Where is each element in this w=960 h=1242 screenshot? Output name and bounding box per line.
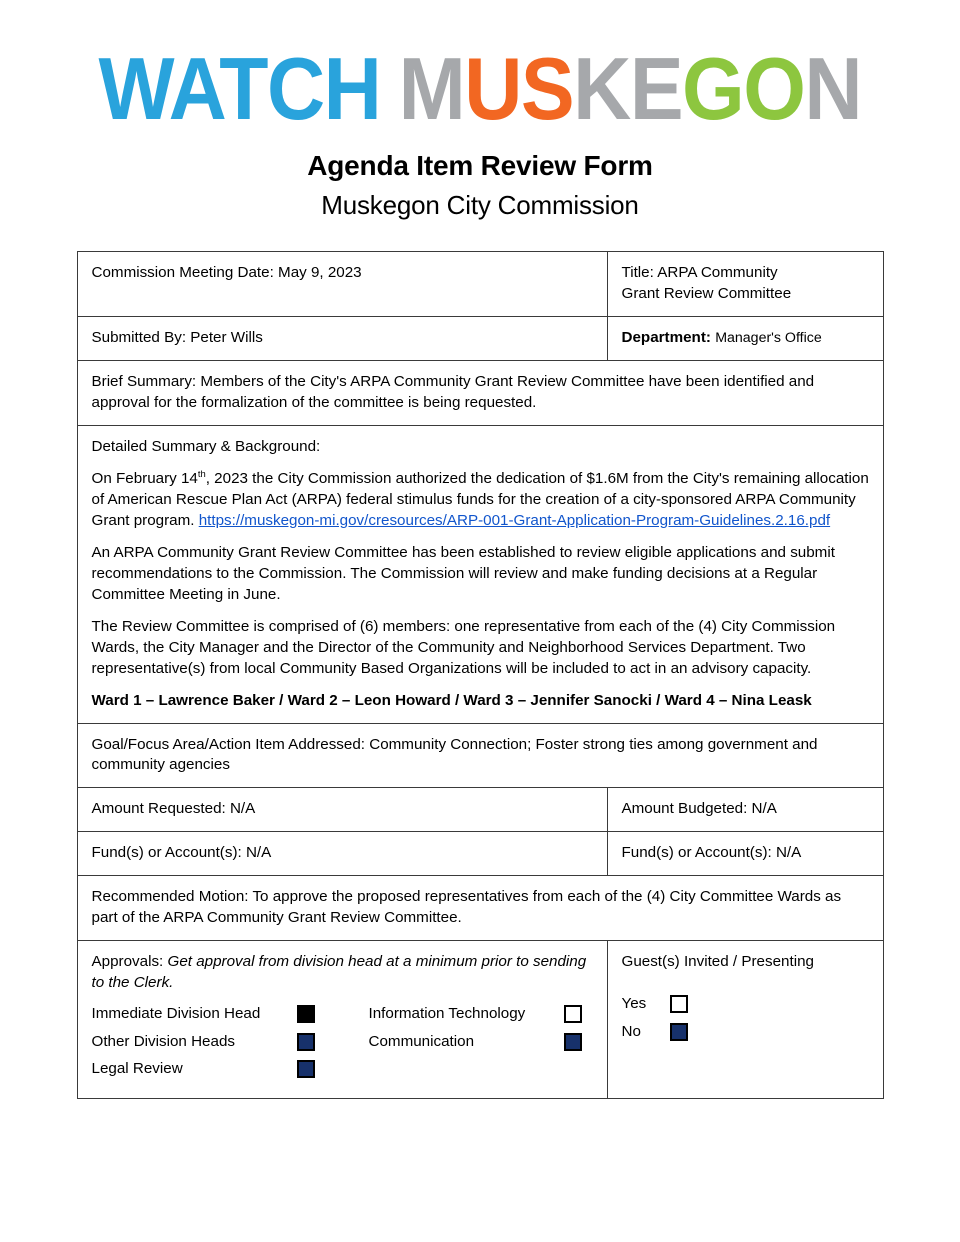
cell-goal-focus [77, 723, 883, 788]
approvals-instruction-line [92, 952, 594, 994]
logo-segment-us: US [464, 38, 574, 139]
page-title: Agenda Item Review Form [307, 150, 653, 181]
checkbox-communication[interactable] [564, 1033, 582, 1051]
recommended-motion-text: Recommended Motion: To approve the proposed representatives from each of the (4) City Committee Wards as part of the ARPA Community Grant Review Committee. [91, 888, 842, 927]
table-row-meeting-title [77, 252, 883, 317]
cell-recommended-motion [77, 876, 883, 941]
item-title-line1: Title: ARPA Community [621, 264, 778, 281]
approvals-instruction: Get approval from division head at a minimum prior to sending to the Clerk. [91, 953, 587, 992]
cell-approvals [77, 941, 607, 1099]
program-guidelines-link[interactable]: https://muskegon-mi.gov/cresources/ARP-001-Grant-Application-Program-Guidelines.2.16.pdf [198, 511, 831, 529]
table-row-detailed-summary [77, 425, 883, 723]
logo-segment-n: N [804, 38, 862, 139]
guest-label-no: No [621, 1022, 641, 1040]
approval-label-information-technology: Information Technology [368, 1005, 526, 1023]
submitted-by-text: Submitted By: Peter Wills [91, 328, 263, 346]
amount-requested-text: Amount Requested: N/A [91, 800, 256, 818]
cell-item-title [607, 252, 883, 317]
watch-muskegon-logo [0, 0, 960, 139]
table-row-recommended-motion [77, 876, 883, 941]
department-value: Manager's Office [715, 329, 822, 346]
checkbox-information-technology[interactable] [564, 1005, 582, 1023]
checkbox-other-division-heads[interactable] [297, 1033, 315, 1051]
meeting-date-text: Commission Meeting Date: May 9, 2023 [91, 264, 362, 281]
guests-heading: Guest(s) Invited / Presenting [621, 953, 814, 971]
detailed-summary-paragraph-2: An ARPA Community Grant Review Committee has been established to review eligible applications and submit recommendations to the Commission. The Commission will review and make funding decisions at a Regular Committee Meeting in June. [91, 543, 835, 603]
guest-checkbox-no-cell [670, 1023, 688, 1050]
detailed-p1-text-before: On February 14 [91, 469, 198, 487]
agenda-item-review-table [77, 251, 884, 1099]
guest-label-yes: Yes [621, 995, 647, 1013]
table-row-goal-focus [77, 723, 883, 788]
approvals-label: Approvals: [91, 953, 164, 971]
brief-summary-text: Brief Summary: Members of the City's ARPA Community Grant Review Committee have been identified and approval for the formalization of the committee is being requested. [91, 372, 815, 411]
table-row-amounts [77, 788, 883, 832]
cell-detailed-summary [77, 425, 883, 723]
cell-guests [607, 941, 883, 1099]
cell-meeting-date [77, 252, 607, 317]
detailed-summary-heading: Detailed Summary & Background: [91, 437, 321, 455]
logo-segment-go: GO [682, 38, 805, 139]
department-label: Department: [621, 328, 711, 346]
approval-label-communication: Communication [368, 1032, 475, 1050]
guest-checkbox-yes-cell [670, 995, 688, 1022]
department-line [622, 328, 870, 349]
approval-checkbox-legal-review-cell [297, 1060, 369, 1087]
goal-focus-text: Goal/Focus Area/Action Item Addressed: Community Connection; Foster strong ties among government and community agencies [91, 735, 818, 774]
approval-row-2 [92, 1033, 594, 1060]
approvals-checkbox-grid [92, 1005, 594, 1087]
approval-checkbox-other-division-heads-cell [297, 1033, 369, 1060]
checkbox-immediate-division-head[interactable] [297, 1005, 315, 1023]
approval-label-empty [369, 1060, 564, 1087]
cell-funds-right [607, 832, 883, 876]
detailed-summary-paragraph-1 [92, 469, 870, 532]
table-row-brief-summary [77, 360, 883, 425]
logo-segment-m: M [398, 38, 465, 139]
table-row-funds [77, 832, 883, 876]
item-title-line2: Grant Review Committee [621, 284, 792, 302]
approval-row-1 [92, 1005, 594, 1032]
cell-amount-requested [77, 788, 607, 832]
approval-checkbox-information-technology-cell [564, 1005, 594, 1032]
detailed-p1-text-after: , 2023 the City Commission authorized the dedication of $1.6M from the City's remaining allocation of American Rescue Plan Act (ARPA) federal stimulus funds for the creation of a city-sponsored ARPA Community Grant program. [91, 469, 869, 529]
approval-label-other-division-heads: Other Division Heads [91, 1032, 235, 1050]
approval-checkbox-empty-cell [564, 1060, 594, 1087]
page-subtitle: Muskegon City Commission [321, 190, 639, 220]
cell-department [607, 316, 883, 360]
guest-row-no [622, 1023, 688, 1050]
table-row-submitted-department [77, 316, 883, 360]
approval-checkbox-communication-cell [564, 1033, 594, 1060]
logo-text [98, 38, 862, 139]
checkbox-guest-yes[interactable] [670, 995, 688, 1013]
logo-segment-ke: KE [573, 38, 683, 139]
approval-label-immediate-division-head: Immediate Division Head [91, 1005, 261, 1023]
detailed-summary-paragraph-3: The Review Committee is comprised of (6) members: one representative from each of the (4) City Commission Wards, the City Manager and the Director of the Community and Neighborhood Services Department. Two representative(s) from local Community Based Organizations will be included to act in an advisory capacity. [91, 617, 836, 677]
approval-checkbox-immediate-division-head-cell [297, 1005, 369, 1032]
funds-left-text: Fund(s) or Account(s): N/A [91, 844, 272, 862]
guest-row-yes [622, 995, 688, 1022]
logo-segment-watch: WATCH [98, 38, 381, 139]
cell-brief-summary [77, 360, 883, 425]
cell-amount-budgeted [607, 788, 883, 832]
approval-row-3 [92, 1060, 594, 1087]
checkbox-guest-no[interactable] [670, 1023, 688, 1041]
ward-representatives-list: Ward 1 – Lawrence Baker / Ward 2 – Leon Howard / Ward 3 – Jennifer Sanocki / Ward 4 – Nina Leask [91, 691, 812, 709]
checkbox-legal-review[interactable] [297, 1060, 315, 1078]
ordinal-suffix: th [197, 467, 206, 479]
cell-submitted-by [77, 316, 607, 360]
table-row-approvals-guests [77, 941, 883, 1099]
guests-option-grid [622, 995, 688, 1050]
funds-right-text: Fund(s) or Account(s): N/A [621, 844, 802, 862]
cell-funds-left [77, 832, 607, 876]
approval-label-legal-review: Legal Review [91, 1059, 183, 1077]
amount-budgeted-text: Amount Budgeted: N/A [621, 800, 777, 818]
